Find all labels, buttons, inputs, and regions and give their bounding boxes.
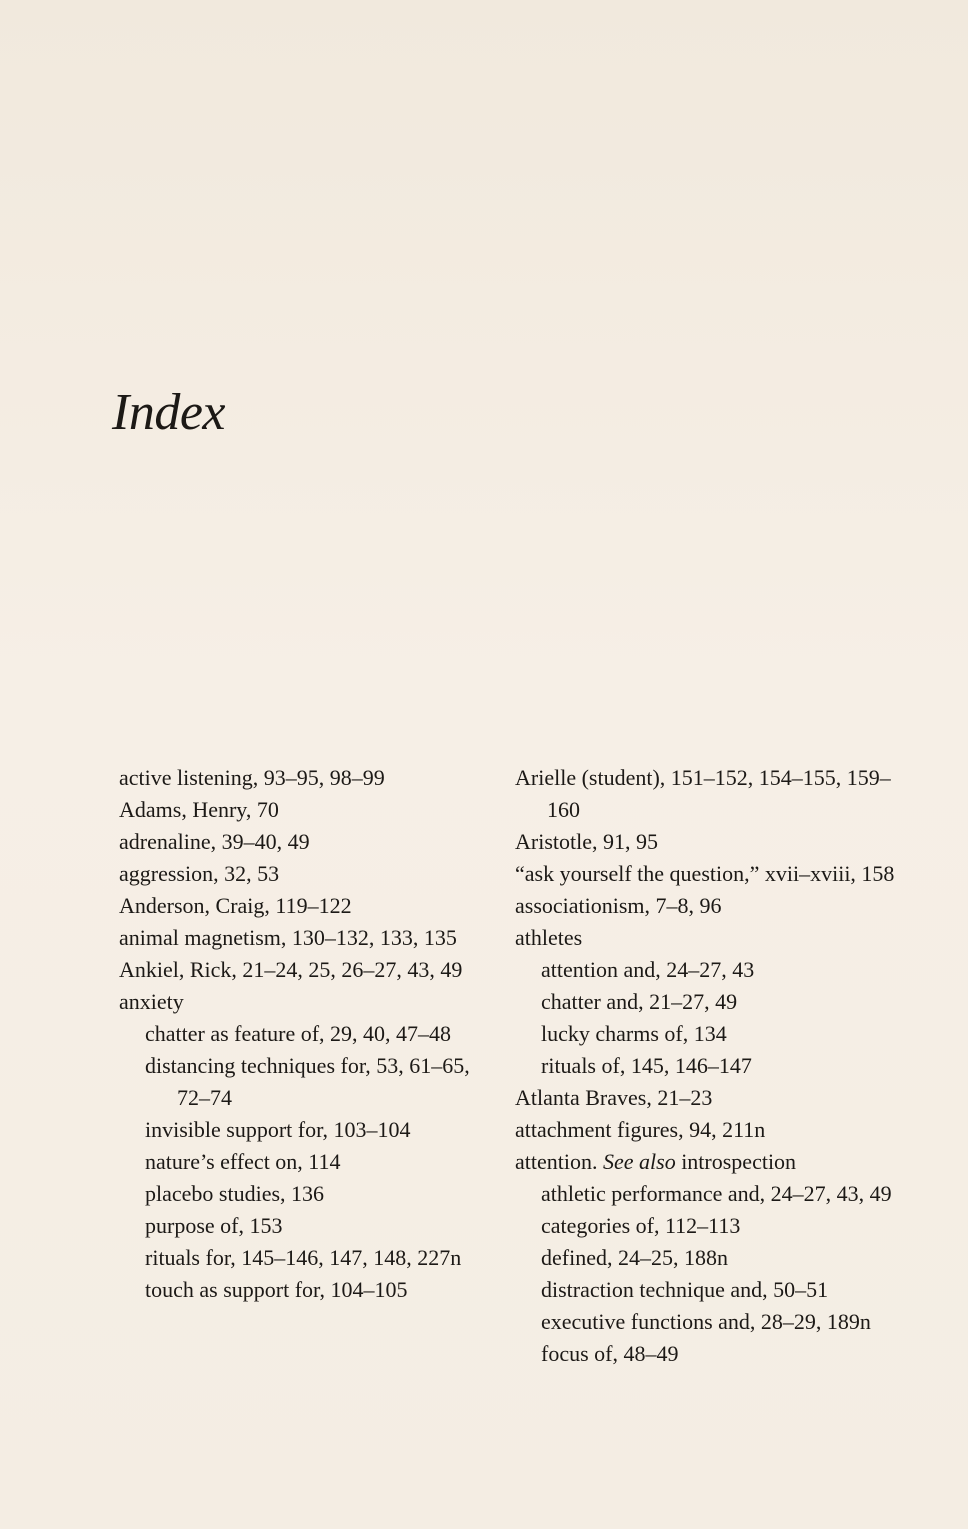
index-subentry: purpose of, 153 — [145, 1213, 283, 1238]
entry-heading: attention. — [515, 1149, 598, 1174]
index-subentry: focus of, 48–49 — [541, 1341, 679, 1366]
index-subentry: attention and, 24–27, 43 — [541, 957, 755, 982]
index-subentry: nature’s effect on, 114 — [145, 1149, 341, 1174]
index-subentry: distancing techniques for, 53, 61–65, 72–74 — [145, 1053, 470, 1110]
index-subentry: athletic performance and, 24–27, 43, 49 — [541, 1181, 892, 1206]
index-entry: associationism, 7–8, 96 — [515, 893, 722, 918]
index-subentry: placebo studies, 136 — [145, 1181, 325, 1206]
index-entry: adrenaline, 39–40, 49 — [119, 829, 310, 854]
index-entry-cross-reference — [515, 1146, 895, 1178]
index-subentry: executive functions and, 28–29, 189n — [541, 1309, 871, 1334]
see-also-target: introspection — [681, 1149, 797, 1174]
index-subentry: distraction technique and, 50–51 — [541, 1277, 829, 1302]
index-entry: active listening, 93–95, 98–99 — [119, 765, 385, 790]
index-entry: Anderson, Craig, 119–122 — [119, 893, 352, 918]
index-column-right — [515, 762, 895, 1370]
index-entry: “ask yourself the question,” xvii–xviii, 158 — [515, 861, 895, 886]
index-subentry: chatter as feature of, 29, 40, 47–48 — [145, 1021, 452, 1046]
index-subentry: defined, 24–25, 188n — [541, 1245, 728, 1270]
index-entry: aggression, 32, 53 — [119, 861, 280, 886]
index-subentry: lucky charms of, 134 — [541, 1021, 727, 1046]
index-entry: athletes — [515, 925, 583, 950]
index-entry: Adams, Henry, 70 — [119, 797, 279, 822]
index-entry: Arielle (student), 151–152, 154–155, 159–160 — [515, 765, 891, 822]
page-title: Index — [112, 383, 225, 441]
index-subentry: touch as support for, 104–105 — [145, 1277, 408, 1302]
index-entry: Ankiel, Rick, 21–24, 25, 26–27, 43, 49 — [119, 957, 463, 982]
index-subentry: rituals of, 145, 146–147 — [541, 1053, 752, 1078]
index-subentry: rituals for, 145–146, 147, 148, 227n — [145, 1245, 462, 1270]
index-entry: attachment figures, 94, 211n — [515, 1117, 766, 1142]
index-column-left — [119, 762, 489, 1306]
index-entry: Aristotle, 91, 95 — [515, 829, 658, 854]
index-subentry: invisible support for, 103–104 — [145, 1117, 411, 1142]
index-subentry: categories of, 112–113 — [541, 1213, 741, 1238]
see-also-label: See also — [602, 1149, 676, 1174]
index-entry: anxiety — [119, 989, 184, 1014]
index-entry: Atlanta Braves, 21–23 — [515, 1085, 713, 1110]
index-subentry: chatter and, 21–27, 49 — [541, 989, 738, 1014]
index-entry: animal magnetism, 130–132, 133, 135 — [119, 925, 457, 950]
